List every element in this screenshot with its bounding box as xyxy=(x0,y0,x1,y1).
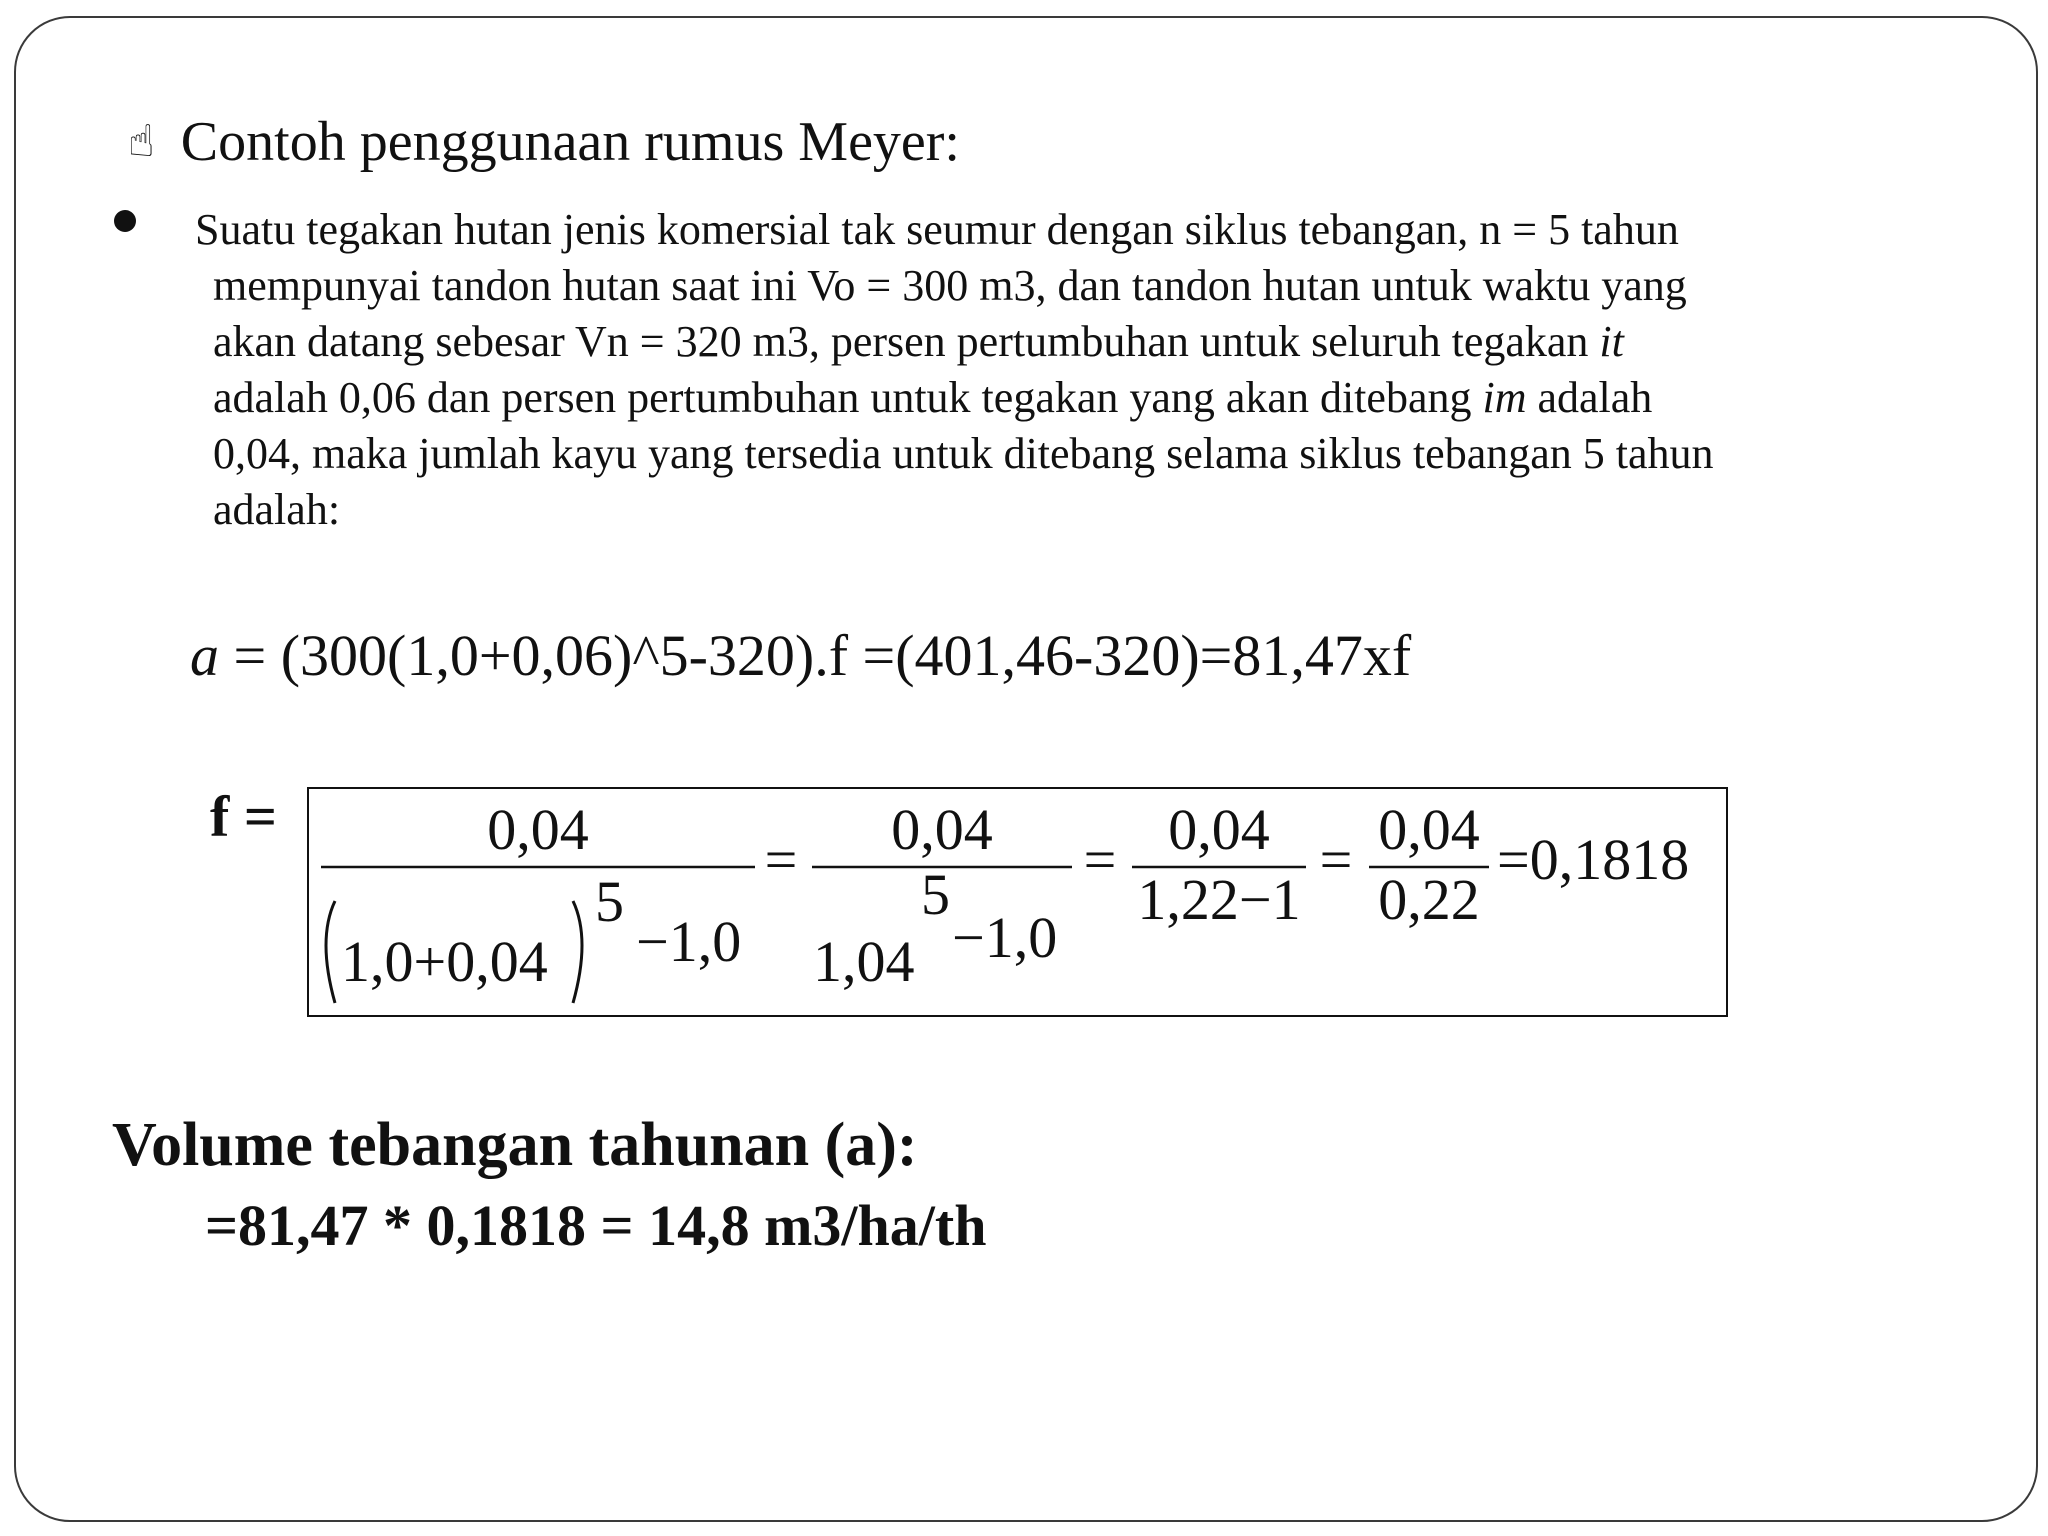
paragraph-line-4-text: adalah 0,06 dan persen pertumbuhan untuk tegakan yang akan ditebang xyxy=(213,373,1483,422)
frac4-denominator: 0,22 xyxy=(1378,867,1480,932)
frac1-close-paren xyxy=(573,901,582,1003)
problem-paragraph xyxy=(195,202,1990,538)
frac1-numerator: 0,04 xyxy=(487,797,589,862)
paragraph-line-3-text: akan datang sebesar Vn = 320 m3, persen pertumbuhan untuk seluruh tegakan xyxy=(213,317,1600,366)
volume-value: =81,47 * 0,1818 = 14,8 m3/ha/th xyxy=(205,1193,987,1258)
paragraph-line-5: 0,04, maka jumlah kayu yang tersedia untuk ditebang selama siklus tebangan 5 tahun xyxy=(213,429,1714,478)
paragraph-line-2: mempunyai tandon hutan saat ini Vo = 300 m3, dan tandon hutan untuk waktu yang xyxy=(213,261,1687,310)
frac2-numerator: 0,04 xyxy=(891,797,993,862)
frac1-exponent: 5 xyxy=(595,869,624,934)
paragraph-line-3 xyxy=(195,314,1990,370)
frac2-exponent: 5 xyxy=(921,862,950,927)
pointing-hand-icon: ☝ xyxy=(128,116,155,167)
formula-f-svg xyxy=(309,789,1730,1019)
paragraph-line-4 xyxy=(195,370,1990,426)
symbol-it: it xyxy=(1599,317,1624,366)
symbol-im: im xyxy=(1482,373,1527,422)
paragraph-line-4-tail: adalah xyxy=(1526,373,1653,422)
formula-f-label: f = xyxy=(210,784,277,849)
equals-2: = xyxy=(1083,827,1117,892)
formula-a-expression: = (300(1,0+0,06)^5-320).f =(401,46-320)=81,47xf xyxy=(219,623,1412,688)
formula-a xyxy=(190,622,1411,689)
volume-title: Volume tebangan tahunan (a): xyxy=(112,1111,918,1179)
formula-f-box xyxy=(307,787,1728,1017)
frac1-open-paren xyxy=(326,901,335,1003)
bullet-dot xyxy=(114,210,136,232)
frac2-denominator-base: 1,04 xyxy=(813,929,915,994)
frac3-denominator: 1,22−1 xyxy=(1137,867,1301,932)
paragraph-line-6: adalah: xyxy=(213,485,341,534)
equals-3: = xyxy=(1319,827,1353,892)
slide-heading xyxy=(128,110,960,174)
frac3-numerator: 0,04 xyxy=(1168,797,1270,862)
heading-text: Contoh penggunaan rumus Meyer: xyxy=(180,111,960,173)
equals-1: = xyxy=(764,827,798,892)
formula-a-variable: a xyxy=(190,623,219,688)
frac1-denominator-base: 1,0+0,04 xyxy=(341,929,548,994)
frac2-denominator-tail: −1,0 xyxy=(952,905,1058,970)
frac1-denominator-tail: −1,0 xyxy=(636,909,742,974)
formula-f-result: =0,1818 xyxy=(1497,827,1690,892)
frac4-numerator: 0,04 xyxy=(1378,797,1480,862)
paragraph-line-1: Suatu tegakan hutan jenis komersial tak seumur dengan siklus tebangan, n = 5 tahun xyxy=(195,205,1679,254)
